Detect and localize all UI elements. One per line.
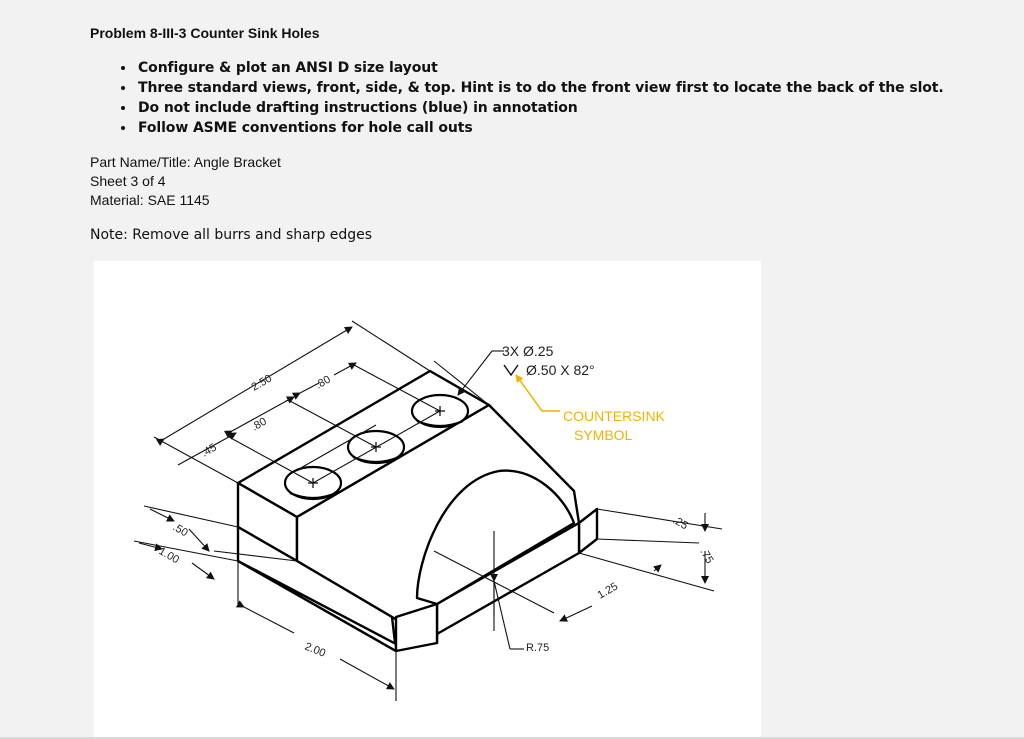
note-text: Note: Remove all burrs and sharp edges — [90, 227, 373, 243]
instruction-list — [112, 58, 1016, 138]
drawing-svg — [94, 261, 761, 739]
annotation-line2: SYMBOL — [574, 427, 633, 443]
material: Material: SAE 1145 — [90, 192, 210, 208]
dim-radius: R.75 — [526, 642, 550, 654]
countersink-symbol-icon — [504, 365, 518, 375]
dim-thickness: .25 — [670, 514, 690, 533]
dim-slot-depth: 1.25 — [595, 580, 621, 602]
instruction-item: • Do not include drafting instructions (blue) in annotation — [136, 98, 1016, 118]
sheet-number: Sheet 3 of 4 — [90, 173, 166, 189]
problem-title: Problem 8-III-3 Counter Sink Holes — [90, 25, 320, 41]
instruction-item: • Configure & plot an ANSI D size layout — [136, 58, 1016, 78]
dim-height-low: .50 — [170, 521, 190, 540]
annotation-line1: COUNTERSINK — [563, 408, 665, 424]
dim-length-top: 2.50 — [249, 372, 275, 394]
dim-width: 2.00 — [302, 640, 328, 660]
instruction-item: • Three standard views, front, side, & top. Hint is to do the front view first to locate the back of the slot. — [136, 78, 1016, 98]
part-info — [90, 153, 281, 210]
hole-callout-line1: 3X Ø.25 — [502, 343, 554, 359]
hole-callout-line2: Ø.50 X 82° — [526, 362, 595, 378]
dim-right-height: .75 — [697, 546, 716, 566]
dim-offset: .45 — [199, 441, 219, 460]
instruction-item: • Follow ASME conventions for hole call outs — [136, 118, 1016, 138]
dim-spacing-2: .80 — [249, 415, 269, 434]
countersink-annotation-leader — [516, 375, 560, 411]
isometric-drawing — [94, 261, 761, 739]
dim-spacing-1: .80 — [313, 373, 333, 392]
part-name: Part Name/Title: Angle Bracket — [90, 154, 281, 170]
dim-height-total: 1.00 — [156, 545, 182, 567]
